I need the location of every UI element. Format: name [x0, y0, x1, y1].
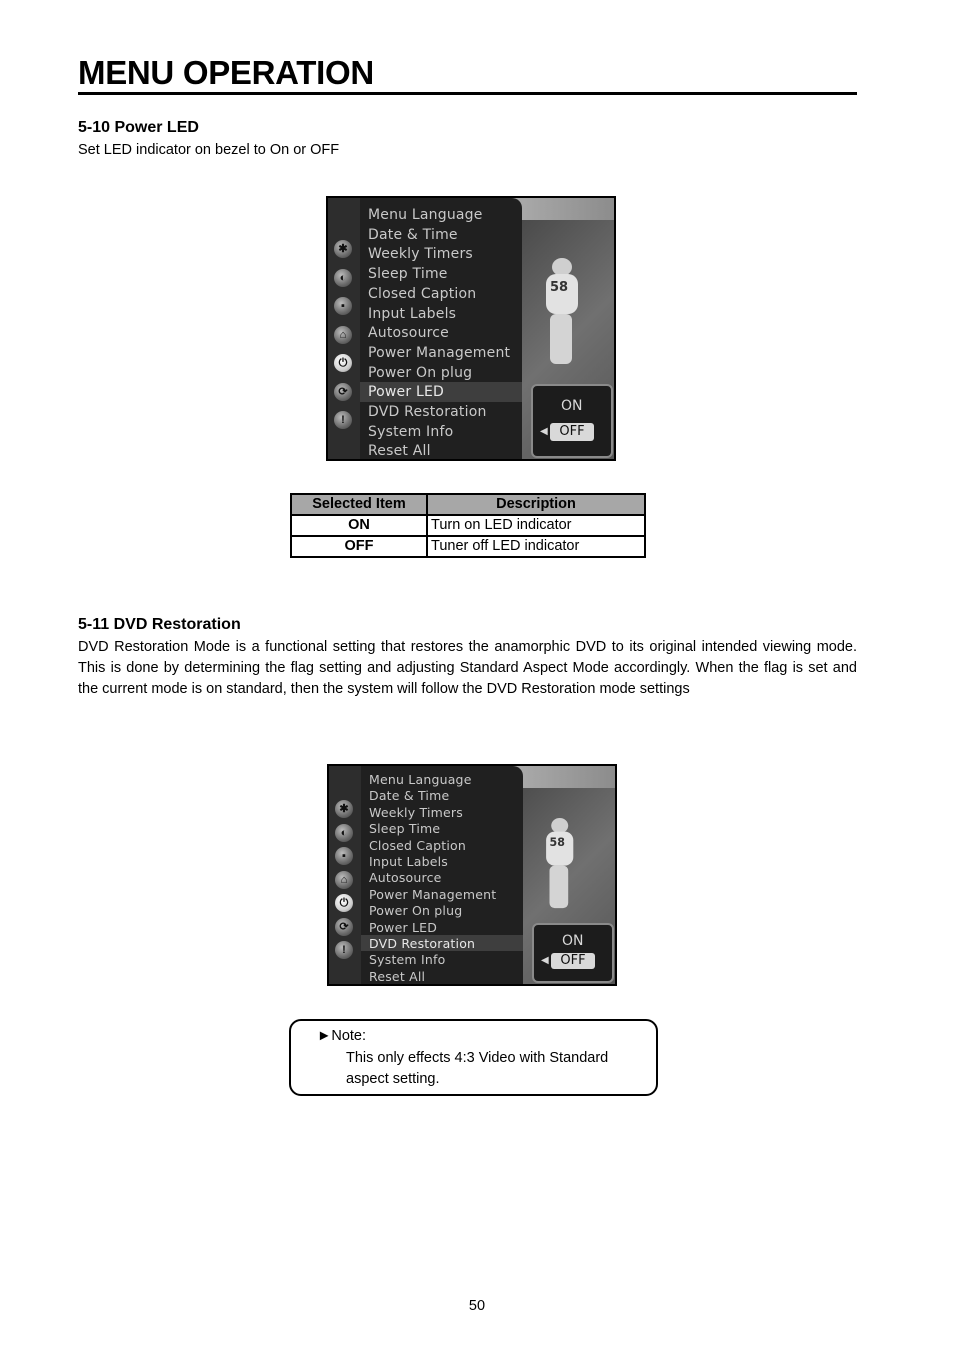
settings-icon[interactable]: ✱	[335, 800, 353, 818]
dvd-restoration-menu-screenshot	[327, 764, 617, 986]
menu-list-panel	[360, 198, 522, 459]
menu-item[interactable]: Date & Time	[369, 788, 450, 804]
table-cell-item: ON	[291, 515, 427, 536]
menu-item[interactable]: Power Management	[368, 344, 511, 361]
power-led-description: Set LED indicator on bezel to On or OFF	[78, 142, 340, 158]
menu-item[interactable]: Power On plug	[369, 903, 463, 919]
audio-icon[interactable]: ▪	[334, 297, 352, 315]
option-on: ON	[562, 933, 584, 949]
power-led-heading: 5-10 Power LED	[78, 119, 199, 136]
power-icon[interactable]: ⏻	[334, 354, 352, 372]
table-cell-description: Tuner off LED indicator	[427, 536, 645, 557]
menu-item[interactable]: Power Management	[369, 886, 497, 902]
power-led-menu-screenshot	[326, 196, 616, 461]
menu-icon-column	[329, 766, 361, 984]
dvd-restoration-heading: 5-11 DVD Restoration	[78, 616, 241, 633]
option-box	[532, 923, 614, 983]
menu-list-panel	[361, 766, 523, 984]
left-arrow-icon: ◀	[540, 426, 548, 437]
picture-icon[interactable]: ◐	[335, 824, 353, 842]
setup-icon[interactable]: ⟳	[335, 918, 353, 936]
menu-item[interactable]: Reset All	[368, 443, 431, 460]
football-player-image	[541, 818, 577, 912]
picture-icon[interactable]: ◐	[334, 269, 352, 287]
info-icon[interactable]: !	[334, 411, 352, 429]
setup-icon[interactable]: ⟳	[334, 383, 352, 401]
note-text: This only effects 4:3 Video with Standard aspect setting.	[346, 1050, 609, 1087]
lock-icon[interactable]: ⌂	[335, 871, 353, 889]
table-cell-description: Turn on LED indicator	[427, 515, 645, 536]
player-jersey-number: 58	[550, 280, 569, 295]
info-icon[interactable]: !	[335, 941, 353, 959]
football-player-image	[540, 258, 582, 368]
menu-item[interactable]: DVD Restoration	[368, 404, 487, 420]
player-jersey-number: 58	[549, 836, 565, 850]
note-box	[289, 1019, 658, 1096]
menu-item[interactable]: Reset All	[369, 968, 426, 984]
menu-item[interactable]: Date & Time	[368, 226, 458, 243]
option-off: OFF	[550, 423, 594, 441]
menu-item[interactable]: Autosource	[369, 870, 442, 886]
page-title: MENU OPERATION	[78, 54, 857, 95]
menu-item[interactable]: Power LED	[368, 384, 445, 401]
menu-item[interactable]: Input Labels	[369, 854, 448, 869]
menu-item[interactable]: Autosource	[368, 325, 449, 342]
left-arrow-icon: ◀	[541, 955, 549, 966]
menu-item[interactable]: System Info	[368, 423, 454, 440]
menu-item[interactable]: Sleep Time	[368, 266, 448, 283]
table-header-description: Description	[427, 494, 645, 515]
table-row	[291, 536, 645, 557]
table-row	[291, 515, 645, 536]
table-cell-item: OFF	[291, 536, 427, 557]
menu-item[interactable]: Menu Language	[368, 207, 483, 223]
option-off: OFF	[551, 953, 595, 969]
lock-icon[interactable]: ⌂	[334, 326, 352, 344]
option-box	[531, 384, 613, 458]
page-number: 50	[468, 1298, 486, 1314]
menu-item[interactable]: DVD Restoration	[369, 936, 476, 951]
power-led-table	[290, 493, 646, 558]
note-label: ►Note:	[317, 1028, 367, 1044]
menu-item[interactable]: Weekly Timers	[369, 804, 463, 820]
menu-item[interactable]: System Info	[369, 952, 446, 968]
menu-item[interactable]: Weekly Timers	[368, 246, 473, 263]
menu-item[interactable]: Menu Language	[369, 772, 472, 787]
menu-item[interactable]: Power LED	[369, 919, 438, 935]
audio-icon[interactable]: ▪	[335, 847, 353, 865]
menu-item[interactable]: Input Labels	[368, 305, 457, 322]
menu-icon-column	[328, 198, 360, 459]
menu-item[interactable]: Sleep Time	[369, 821, 441, 837]
menu-item[interactable]: Power On plug	[368, 364, 473, 381]
menu-item[interactable]: Closed Caption	[368, 285, 477, 302]
menu-item[interactable]: Closed Caption	[369, 837, 467, 853]
table-header-selected-item: Selected Item	[291, 494, 427, 515]
dvd-restoration-description: DVD Restoration Mode is a functional setting that restores the anamorphic DVD to its original intended viewing mode. This is done by determining the flag setting and adjusting Standard Aspect Mode accordingly. When the flag is set and the current mode is on standard, then the system will follow the DVD Restoration mode settings	[78, 639, 857, 697]
power-icon[interactable]: ⏻	[335, 894, 353, 912]
settings-icon[interactable]: ✱	[334, 240, 352, 258]
option-on: ON	[561, 398, 583, 414]
